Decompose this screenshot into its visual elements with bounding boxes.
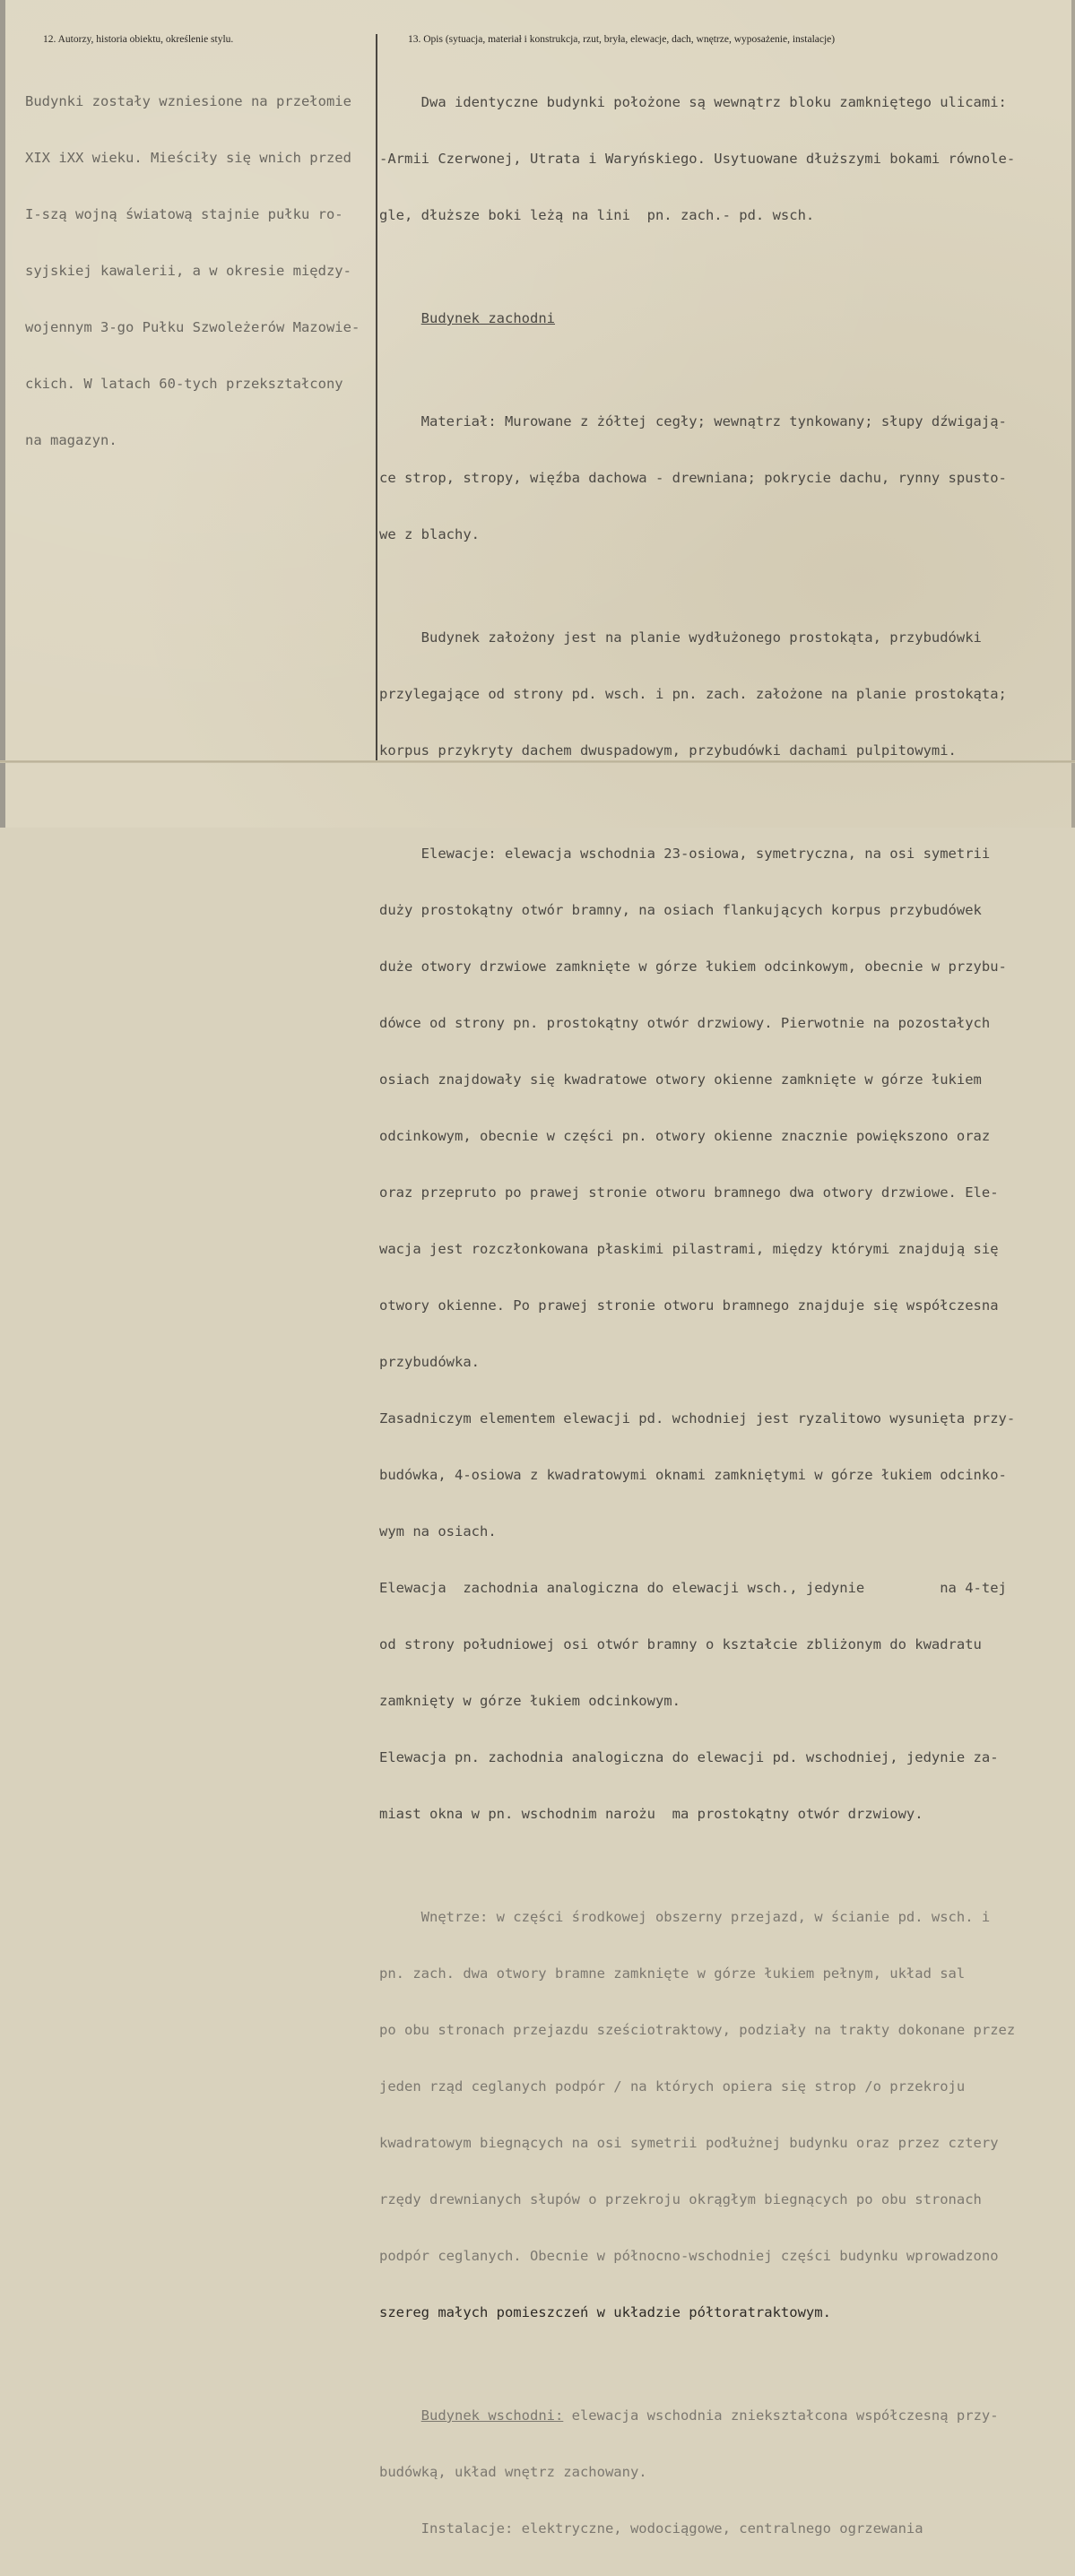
west-building-heading: Budynek zachodni — [420, 310, 555, 326]
elevation-line: Elewacja pn. zachodnia analogiczna do elewacji pd. wschodniej, jedynie za- — [379, 1749, 999, 1765]
plan-line: Budynek założony jest na planie wydłużonego prostokąta, przybudówki — [379, 629, 982, 646]
history-line: syjskiej kawalerii, a w okresie między- — [25, 263, 351, 279]
history-text-block — [25, 55, 360, 488]
page-left-edge — [0, 0, 5, 828]
material-line: we z blachy. — [379, 526, 480, 542]
elevation-line: otwory okienne. Po prawej stronie otworu bramnego znajduje się współczesna — [379, 1297, 999, 1314]
interior-line: podpór ceglanych. Obecnie w północno-wschodniej części budynku wprowadzono — [379, 2248, 999, 2264]
history-line: na magazyn. — [25, 432, 117, 448]
interior-line: rzędy drewnianych słupów o przekroju okrągłym biegnących po obu stronach — [379, 2191, 982, 2207]
material-line: ce strop, stropy, więźba dachowa - drewniana; pokrycie dachu, rynny spusto- — [379, 470, 1007, 486]
material-line: Materiał: Murowane z żółtej cegły; wewnątrz tynkowany; słupy dźwigają- — [379, 413, 1007, 429]
interior-line: szereg małych pomieszczeń w układzie półtoratraktowym. — [379, 2304, 831, 2320]
elevation-line: odcinkowym, obecnie w części pn. otwory okienne znacznie powiększono oraz — [379, 1128, 991, 1144]
history-line: XIX iXX wieku. Mieściły się wnich przed — [25, 150, 351, 166]
installations-line: Instalacje: elektryczne, wodociągowe, centralnego ogrzewania — [379, 2520, 923, 2537]
elevation-line: oraz przepruto po prawej stronie otworu bramnego dwa otwory drzwiowe. Ele- — [379, 1184, 999, 1201]
elevation-line: miast okna w pn. wschodnim narożu ma prostokątny otwór drzwiowy. — [379, 1806, 923, 1822]
interior-line: pn. zach. dwa otwory bramne zamknięte w górze łukiem pełnym, układ sal — [379, 1965, 966, 1982]
interior-line: po obu stronach przejazdu sześciotraktowy, podziały na trakty dokonane przez — [379, 2022, 1016, 2038]
section-13-heading: 13. Opis (sytuacja, materiał i konstrukcja, rzut, bryła, elewacje, dach, wnętrze, wyposażenie, instalacje) — [408, 34, 836, 45]
elevation-line: osiach znajdowały się kwadratowe otwory okienne zamknięte w górze łukiem — [379, 1071, 982, 1088]
east-building-line: budówką, układ wnętrz zachowany. — [379, 2464, 647, 2480]
description-text-block — [379, 56, 1015, 2576]
intro-line: Dwa identyczne budynki położone są wewnątrz bloku zamkniętego ulicami: — [379, 94, 1007, 110]
east-building-text: elewacja wschodnia zniekształcona współczesną przy- — [563, 2407, 999, 2424]
elevation-line: budówka, 4-osiowa z kwadratowymi oknami zamkniętymi w górze łukiem odcinko- — [379, 1467, 1007, 1483]
elevation-line: duży prostokątny otwór bramny, na osiach flankujących korpus przybudówek — [379, 902, 982, 918]
elevation-line: duże otwory drzwiowe zamknięte w górze łukiem odcinkowym, obecnie w przybu- — [379, 958, 1007, 975]
plan-line: korpus przykryty dachem dwuspadowym, przybudówki dachami pulpitowymi. — [379, 742, 957, 759]
plan-line: przylegające od strony pd. wsch. i pn. zach. założone na planie prostokąta; — [379, 686, 1007, 702]
history-line: Budynki zostały wzniesione na przełomie — [25, 93, 351, 109]
elevation-line: dówce od strony pn. prostokątny otwór drzwiowy. Pierwotnie na pozostałych — [379, 1015, 991, 1031]
elevation-line: wacja jest rozczłonkowana płaskimi pilastrami, między którymi znajdują się — [379, 1241, 999, 1257]
elevation-line: Elewacje: elewacja wschodnia 23-osiowa, symetryczna, na osi symetrii — [379, 846, 991, 862]
elevation-line: Zasadniczym elementem elewacji pd. wchodniej jest ryzalitowo wysunięta przy- — [379, 1410, 1016, 1427]
history-line: ckich. W latach 60-tych przekształcony — [25, 376, 343, 392]
interior-line: kwadratowym biegnących na osi symetrii podłużnej budynku oraz przez cztery — [379, 2135, 999, 2151]
intro-line: gle, dłuższe boki leżą na lini pn. zach.- pd. wsch. — [379, 207, 815, 223]
east-building-heading: Budynek wschodni: — [420, 2407, 564, 2424]
section-12-heading: 12. Autorzy, historia obiektu, określenie stylu. — [43, 34, 234, 45]
west-building-heading-line — [379, 309, 1015, 328]
interior-line: jeden rząd ceglanych podpór / na których opiera się strop /o przekroju — [379, 2078, 966, 2095]
history-line: wojennym 3-go Pułku Szwoleżerów Mazowie- — [25, 319, 360, 335]
paper-fold-line — [0, 760, 1075, 763]
elevation-line: od strony południowej osi otwór bramny o kształcie zbliżonym do kwadratu — [379, 1636, 982, 1652]
interior-line: Wnętrze: w części środkowej obszerny przejazd, w ścianie pd. wsch. i — [379, 1909, 991, 1925]
elevation-line: zamknięty w górze łukiem odcinkowym. — [379, 1693, 681, 1709]
east-building-line — [379, 2407, 1015, 2425]
elevation-line: przybudówka. — [379, 1354, 480, 1370]
elevation-line: wym na osiach. — [379, 1523, 497, 1540]
column-divider — [376, 34, 377, 760]
intro-line: -Armii Czerwonej, Utrata i Waryńskiego. Usytuowane dłuższymi bokami równole- — [379, 151, 1016, 167]
elevation-line: Elewacja zachodnia analogiczna do elewacji wsch., jedynie na 4-tej — [379, 1580, 1007, 1596]
history-line: I-szą wojną światową stajnie pułku ro- — [25, 206, 343, 222]
page-right-edge — [1071, 0, 1075, 828]
